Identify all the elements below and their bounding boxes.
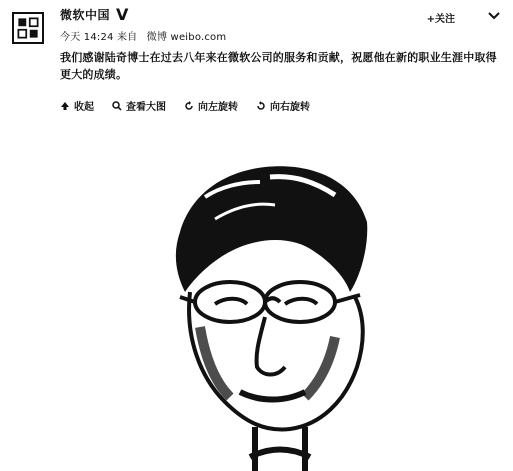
more-menu-button[interactable] — [487, 8, 501, 22]
post-content: 我们感谢陆奇博士在过去八年来在微软公司的服务和贡献，祝愿他在新的职业生涯中取得更大的成绩。 — [60, 51, 497, 81]
arrow-up-icon — [60, 101, 70, 111]
follow-label: +关注 — [426, 14, 455, 25]
rotate-left-icon — [184, 101, 194, 111]
verified-badge: V — [116, 4, 129, 24]
rotate-right-icon — [256, 101, 266, 111]
avatar[interactable] — [12, 12, 44, 44]
view-large-image-button[interactable] — [112, 98, 166, 113]
portrait-image — [145, 127, 385, 471]
post-source[interactable]: 微博 weibo.com — [146, 32, 227, 43]
rotate-left-button[interactable] — [184, 98, 238, 113]
post-time[interactable]: 今天 14:24 来自 — [60, 32, 138, 43]
rotate-left-label: 向左旋转 — [198, 102, 238, 113]
image-toolbar — [60, 98, 310, 113]
rotate-right-button[interactable] — [256, 98, 310, 113]
chevron-down-icon — [487, 9, 501, 23]
follow-button[interactable] — [427, 10, 455, 25]
post-meta — [60, 28, 232, 43]
logo-icon — [14, 14, 42, 42]
post-image[interactable] — [145, 127, 385, 471]
rotate-right-label: 向右旋转 — [270, 102, 310, 113]
search-icon — [112, 101, 122, 111]
collect-label: 收起 — [74, 102, 94, 113]
collect-button[interactable] — [60, 98, 94, 113]
author-name[interactable]: 微软中国 — [60, 8, 111, 22]
post-header — [60, 6, 501, 52]
view-large-image-label: 查看大图 — [126, 102, 166, 113]
author-row — [60, 6, 128, 23]
